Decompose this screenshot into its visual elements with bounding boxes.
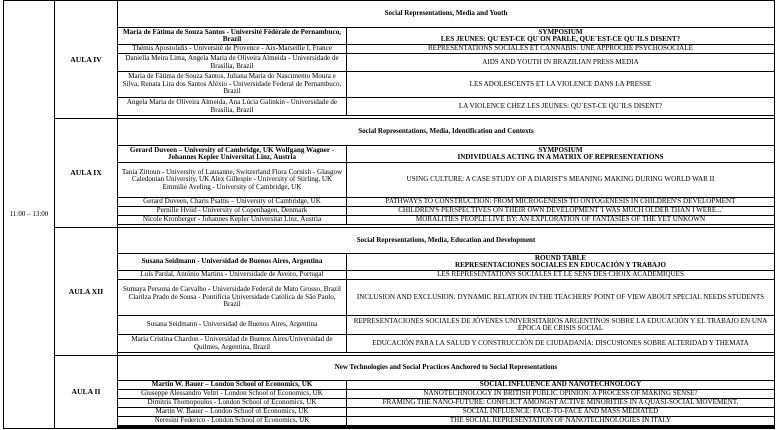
table-row [4,98,775,116]
table-row [4,163,775,198]
table-row [4,390,775,399]
room-label: AULA IV [55,1,118,119]
table-row [4,335,775,353]
chair-row [4,28,775,45]
session-type: SYMPOSIUM [538,145,583,154]
table-row [4,408,775,417]
time-slot: 11:00 – 13:00 [4,1,55,429]
table-row [4,207,775,216]
paper-title: LES REPRESENTATIONS SOCIALES ET LE SENS DES CHOIX ACADEMIQUES [347,271,775,280]
paper-title: THE SOCIAL REPRESENTATION OF NANOTECHNOLOGIES IN ITALY [347,417,775,426]
paper-title: FRAMING THE NANO-FUTURE: CONFLICT AMONGST ACTIVE MINORITIES IN A QUASI-SOCIAL MOVEMENT. [347,399,775,408]
session-heading [347,381,775,390]
paper-title: LA VIOLENCE CHEZ LES JEUNES: QU`EST-CE QU`ILS DISENT? [347,98,775,116]
room-label: AULA XII [55,228,118,356]
paper-presenters: Luís Pardal, António Martins - Universidade de Aveiro, Portugal [118,271,347,280]
paper-title: EDUCACIÓN PARA LA SALUD Y CONSTRUCCIÓN DE CIUDADANÍA: DISCUSIONES SOBRE ALTERIDAD Y THEMATA [347,335,775,353]
paper-presenters: Dimitris Thomopoulos - London School of Economics, UK [118,399,347,408]
session-title: Social Representations, Media and Youth [118,1,775,28]
paper-title: PATHWAYS TO CONSTRUCTION: FROM MICROGENESIS TO ONTOGENESIS IN CHILDREN'S DEVELOPMENT [347,198,775,207]
session-heading [347,146,775,163]
session-heading [347,28,775,45]
chair-row [4,381,775,390]
paper-presenters: Pernille Hviid - University of Copenhagen, Denmark [118,207,347,216]
paper-title: REPRESENTACIONES SOCIALES DE JÓVENES UNIVERSITARIOS ARGENTINOS SOBRE LA EDUCACIÓN Y EL TRABAJO EN UNA ÉPOCA DE CRISIS SOCIAL [347,316,775,335]
session-name: SOCIAL INFLUENCE AND NANOTECHNOLOGY [479,380,642,389]
session-chair: Martin W. Bauer – London School of Economics, UK [118,381,347,390]
paper-presenters: Tania Zittoun - University of Lausanne, Switzerland Flora Cornish - Glasgow Caledonian University, UK Alex Gillespie - University of Stirling, UK Emmilie Aveling - University of Cambridge, UK [118,163,347,198]
paper-title: INCLUSION AND EXCLUSION: DYNAMIC RELATION IN THE TEACHERS' POINT OF VIEW ABOUT SPECIAL NEEDS STUDENTS [347,280,775,316]
table-row [4,45,775,54]
session-name: LES JEUNES: QU`EST-CE QU`ON PARLE, QUE`EST-CE QU`ILS DISENT? [440,35,681,43]
session-chair: Maria de Fátima de Souza Santos - Université Fédérale de Pernambuco, Brazil [118,28,347,45]
session-title-row [4,228,775,254]
chair-row [4,146,775,163]
chair-row [4,254,775,271]
paper-title: MORALITIES PEOPLE LIVE BY: AN EXPLORATION OF FANTASIES OF THE YET UNKOWN [347,216,775,225]
paper-presenters: Nicole Kronberger - Johannes Kepler Universitat Linz, Austria [118,216,347,225]
paper-presenters: Neresini Federico - London School of Economics, UK [118,417,347,426]
table-row [4,216,775,225]
paper-title: NANOTECHNOLOGY IN BRITISH PUBLIC OPINION: A PROCESS OF MAKING SENSE? [347,390,775,399]
session-title: Social Representations, Media, Education and Development [118,228,775,254]
table-row [4,280,775,316]
paper-presenters: Maria Cristina Chardon - Universidad de Buenos Aires/Universidad de Quilmes, Argentina, Brazil [118,335,347,353]
session-chair: Susana Seidmann - Universidad de Buenos Aires, Argentina [118,254,347,271]
session-name: INDIVIDUALS ACTING IN A MATRIX OF REPRESENTATIONS [457,153,664,161]
paper-presenters: Gerard Duveen, Charis Psaltis – University of Cambridge, UK [118,198,347,207]
session-heading [347,254,775,271]
session-title: Social Representations, Media, Identification and Contexts [118,119,775,146]
table-row [4,54,775,72]
room-label: AULA II [55,356,118,429]
paper-title: REPRESENTATIONS SOCIALES ET CANNABIS: UNE APPROCHE PSYCHOSOCIALE [347,45,775,54]
paper-presenters: Martin W. Bauer – London School of Economics, UK [118,408,347,417]
paper-presenters: Angela Maria de Oliveira Almeida, Ana Lúcia Galinkin - Universidade de Brasília, Brazil [118,98,347,116]
session-title-row [4,119,775,146]
paper-title: USING CULTURE: A CASE STUDY OF A DIARIST'S MEANING MAKING DURING WORLD WAR II [347,163,775,198]
table-row [4,316,775,335]
paper-presenters: Thémis Apostolidis - Université de Provence - Aix-Marseille I, France [118,45,347,54]
paper-presenters: Maria de Fátima de Souza Santos, Juliana Maria do Nascimento Moura e Silva, Renata Lira dos Santos Aléxio - Universidade Federal de Pernambuco, Brazil [118,72,347,98]
table-row [4,198,775,207]
table-row [4,271,775,280]
room-label: AULA IX [55,119,118,228]
session-type: ROUND TABLE [534,253,587,262]
session-title-row [4,1,775,28]
paper-title: LES ADOLESCENTS ET LA VIOLENCE DANS LA PRESSE [347,72,775,98]
program-table [3,0,775,429]
paper-title: AIDS AND YOUTH IN BRAZILIAN PRESS MEDIA [347,54,775,72]
session-chair: Gerard Duveen – University of Cambridge, UK Wolfgang Wagner - Johannes Kepler Universitat Linz, Austria [118,146,347,163]
table-row [4,72,775,98]
spacer-cell [118,428,775,429]
paper-presenters: Susana Seidmann - Universidad de Buenos Aires, Argentina [118,316,347,335]
session-name: REPRESENTACIONES SOCIALES EN EDUCACIÓN Y TRABAJO [454,261,667,269]
table-row [4,417,775,426]
session-title: New Technologies and Social Practices Anchored to Social Representations [118,356,775,381]
paper-title: SOCIAL INFLUENCE: FACE-TO-FACE AND MASS MEDIATED [347,408,775,417]
paper-presenters: Daniella Meira Lima, Angela Maria de Oliveira Almeida - Universidade de Brasília, Brazil [118,54,347,72]
spacer-row [4,428,775,429]
table-row [4,399,775,408]
paper-presenters: Giuseppe Alessandro Veltri - London School of Economics, UK [118,390,347,399]
paper-presenters: Sumaya Persona de Carvalho - Universidade Federal de Mato Grosso, Brazil Clarilza Prado de Sousa - Pontifícia Universidade Católica de São Paulo, Brazil [118,280,347,316]
paper-title: CHILDREN'S PERSPECTIVES ON THEIR OWN DEVELOPMENT 'I WAS MUCH OLDER THAN I WERE...' [347,207,775,216]
session-type: SYMPOSIUM [538,27,583,36]
session-title-row [4,356,775,381]
